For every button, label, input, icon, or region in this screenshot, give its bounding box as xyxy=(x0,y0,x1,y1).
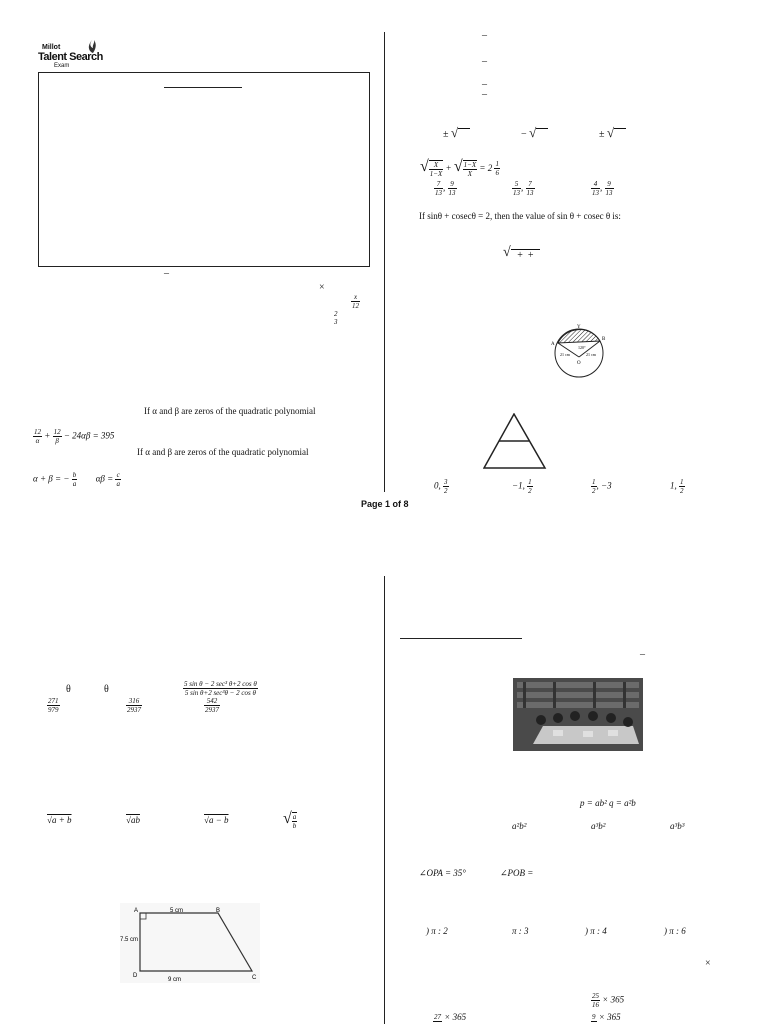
dash-2: – xyxy=(482,56,487,67)
pq-opt-3: a³b³ xyxy=(670,821,685,831)
pq-opt-1: a²b² xyxy=(512,821,527,831)
option-25-16: $\frac{25}{16}$ × 365 xyxy=(592,992,625,1009)
logo-line3: Exam xyxy=(54,63,70,69)
option-13-a: $\frac{7}{13}$ , $\frac{9}{13}$ xyxy=(435,180,456,197)
trap-bottom: 9 cm xyxy=(168,977,182,983)
times-sign-2: × xyxy=(705,958,711,969)
ratio-opt-1: ) π : 2 xyxy=(426,926,448,936)
pq-opt-2: a³b² xyxy=(591,821,606,831)
vieta-formulas: α + β = − $\frac{b}{a}$ αβ = $\frac{c}{a}$ xyxy=(33,471,120,488)
instruction-box xyxy=(38,72,370,267)
last-option-3: $\frac{1}{2}$ , −3 xyxy=(592,478,612,495)
sin-cosec-question: If sinθ + cosecθ = 2, then the value of sin θ + cosec θ is: xyxy=(419,211,621,221)
last-option-4: 1, $\frac{1}{2}$ xyxy=(670,478,684,495)
equation-395: $\frac{12}{\alpha}$ + $\frac{12}{\beta}$ − 24αβ = 395 xyxy=(34,428,115,445)
pq-definition: p = ab² q = a²b xyxy=(580,798,636,808)
label-r1: 21 cm xyxy=(560,352,570,357)
sqrt-option-3: ± √ xyxy=(599,125,626,141)
logo-line2: Talent Search xyxy=(38,51,103,63)
page2-column-divider xyxy=(384,576,385,1024)
circle-sector-figure xyxy=(548,320,618,380)
zeros-question-2: If α and β are zeros of the quadratic polynomial xyxy=(137,447,309,457)
zeros-question-1: If α and β are zeros of the quadratic polynomial xyxy=(144,406,316,416)
option-13-c: $\frac{4}{13}$ , $\frac{9}{13}$ xyxy=(592,180,613,197)
label-angle: 120° xyxy=(578,345,586,350)
logo-line1: Millot xyxy=(42,44,61,51)
ratio-opt-2: π : 3 xyxy=(512,926,529,936)
box-heading-rule xyxy=(164,87,242,88)
triangle-figure xyxy=(483,413,547,469)
root-equation: √ $\frac{X}{1-X}$ + √ $\frac{1-X}{X}$ = 2 $\frac{1}{6}$ xyxy=(420,158,499,178)
page1-column-divider xyxy=(384,32,385,492)
frac-x-12: $\frac{x}{12}$ xyxy=(352,292,359,310)
theta-2: θ xyxy=(104,684,109,695)
trap-top: 5 cm xyxy=(170,908,184,914)
sqrt-option-2: − √ xyxy=(521,125,548,141)
sqrt-option-1: ± √ xyxy=(443,125,470,141)
label-a: A xyxy=(551,342,555,347)
sqrt-opt-2: √ab xyxy=(126,815,140,825)
dash-1: – xyxy=(482,30,487,41)
option-13-b: $\frac{5}{13}$ , $\frac{7}{13}$ xyxy=(513,180,534,197)
label-y: Y xyxy=(577,325,581,330)
trapezium-figure xyxy=(120,903,260,983)
angle-pob: ∠POB = xyxy=(500,868,534,878)
ratio-opt-4: ) π : 6 xyxy=(664,926,686,936)
option-316: $\frac{316}{2937}$ xyxy=(127,697,141,714)
trap-a: A xyxy=(134,908,139,914)
big-fraction: $\frac{\text{5 sin θ − 2 sec³ θ+2 cos θ}}{\text{5 sin θ+2 sec³θ − 2 cos θ}}$ xyxy=(184,680,257,697)
last-option-1: 0, $\frac{3}{2}$ xyxy=(434,478,448,495)
dash-mark-2: – xyxy=(640,649,645,660)
dash-3: – xyxy=(482,79,487,90)
sqrt-opt-1: √a + b xyxy=(47,815,72,825)
sqrt-opt-3: √a − b xyxy=(204,815,229,825)
last-option-2: −1, $\frac{1}{2}$ xyxy=(512,478,532,495)
logo xyxy=(38,38,103,72)
label-o: O xyxy=(577,361,581,366)
option-27: 27 × 365 xyxy=(434,1012,467,1022)
sqrt-opt-4: √ $\frac{a}{b}$ xyxy=(283,810,297,830)
trap-side: 7.5 cm xyxy=(120,937,139,943)
section-heading-rule xyxy=(400,638,522,639)
ratio-opt-3: ) π : 4 xyxy=(585,926,607,936)
sqrt-expression: √ + + xyxy=(503,245,540,261)
option-9: 9 × 365 xyxy=(592,1012,621,1022)
option-542: $\frac{542}{2937}$ xyxy=(205,697,219,714)
dash-mark: – xyxy=(164,268,169,279)
angle-opa: ∠OPA = 35° xyxy=(419,868,466,878)
trap-c: C xyxy=(252,975,257,981)
times-sign: × xyxy=(319,282,325,293)
option-271: $\frac{271}{979}$ xyxy=(48,697,59,714)
dash-4: – xyxy=(482,89,487,100)
trap-b: B xyxy=(216,908,221,914)
trap-d: D xyxy=(133,973,138,979)
theta-1: θ xyxy=(66,684,71,695)
page-footer: Page 1 of 8 xyxy=(361,499,409,509)
label-r2: 21 cm xyxy=(586,352,596,357)
library-photo xyxy=(513,678,643,751)
label-b: B xyxy=(602,337,606,342)
frac-2-3: 2 3 xyxy=(334,310,338,327)
